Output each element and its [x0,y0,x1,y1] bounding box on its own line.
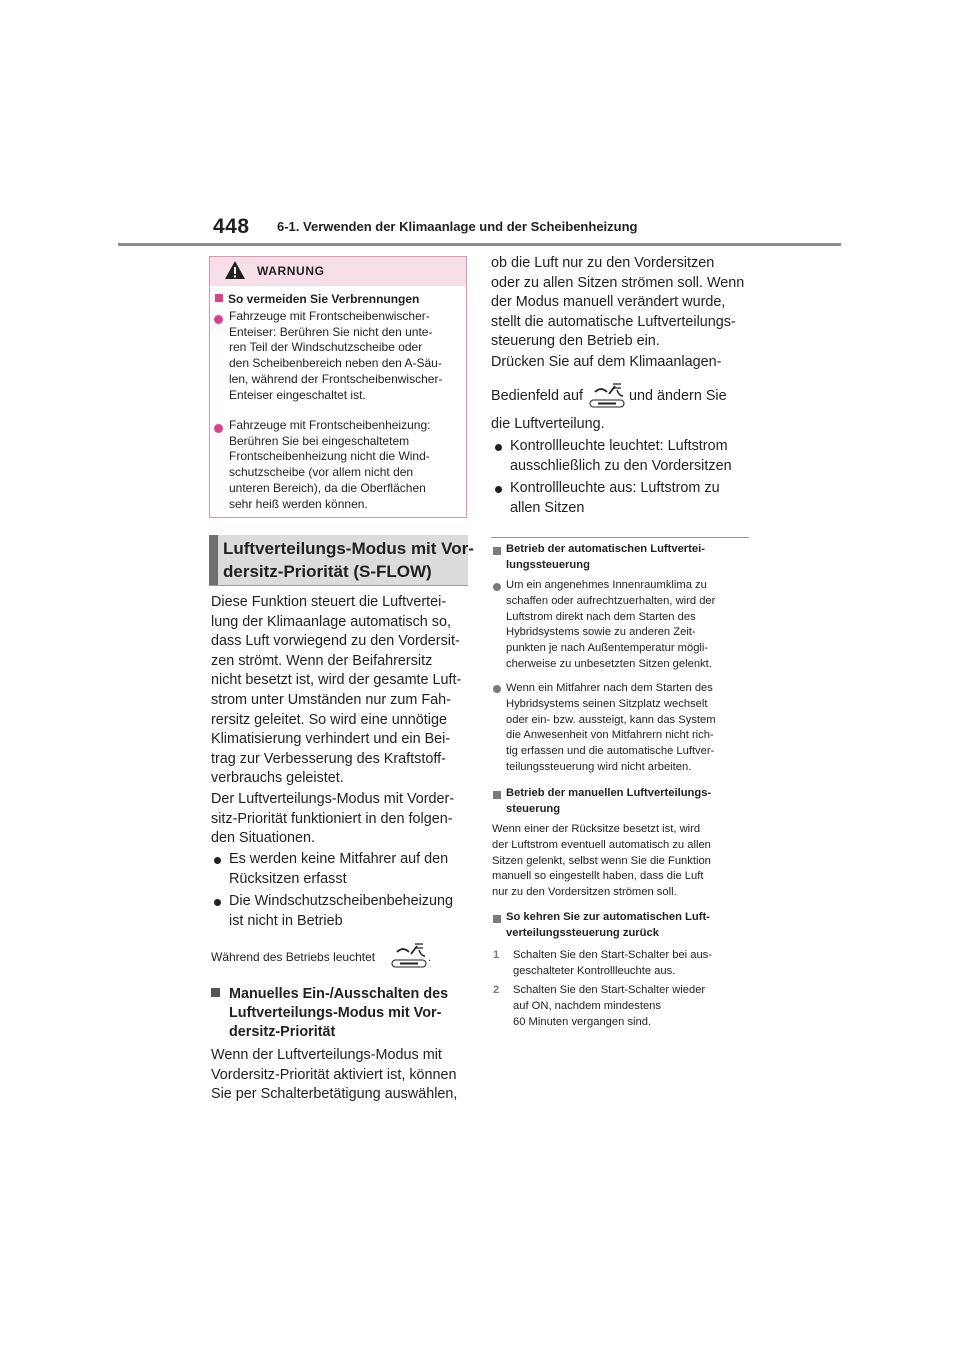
step-2-number: 2 [493,984,500,996]
right-paragraph-2c: die Luftverteilung. [491,416,605,432]
note1-item-2: Wenn ein Mitfahrer nach dem Starten des Hybridsystems seinen Sitzplatz wechselt oder ein- bzw. aussteigt, kann das System die Anwesenheit von Mitfahrern nicht rich- tig erfassen und die automatische Luftver- teilungssteuerung wird nicht arbeiten. [506,682,716,773]
bullet-dot-icon [214,315,223,324]
left-paragraph-2: Der Luftverteilungs-Modus mit Vorder- sitz-Priorität funktioniert in den folgen- den Situationen. [211,791,455,847]
left-bullet-1: Es werden keine Mitfahrer auf den Rücksitzen erfasst [229,851,449,887]
step-2: Schalten Sie den Start-Schalter wieder auf ON, nachdem mindestens 60 Minuten vergangen sind. [513,984,706,1028]
step-1-number: 1 [493,949,500,961]
note2-text: Wenn einer der Rücksitze besetzt ist, wird der Luftstrom eventuell automatisch zu allen Sitzen gelenkt, selbst wenn Sie die Funktion manuell so eingestellt haben, dass die Luft nur zu den Vordersitzen strömen soll. [492,823,711,899]
page-number: 448 [213,215,250,238]
square-bullet-icon [215,294,223,302]
right-bullet-2: Kontrollleuchte aus: Luftstrom zu allen Sitzen [510,480,720,516]
right-paragraph-2a: Drücken Sie auf dem Klimaanlagen- [491,354,722,370]
left-paragraph-3: Wenn der Luftverteilungs-Modus mit Vordersitz-Priorität aktiviert ist, können Sie per Schalterbetätigung auswählen, [211,1047,458,1103]
bullet-dot-icon [495,444,502,451]
notes-rule [491,537,749,538]
square-bullet-icon [211,988,220,997]
bullet-dot-icon [493,685,501,693]
square-bullet-icon [493,791,501,799]
warning-subtitle-text: So vermeiden Sie Verbrennungen [228,292,420,306]
note1-title: Betrieb der automatischen Luftvertei- lungssteuerung [506,543,705,571]
note1-item-1: Um ein angenehmes Innenraumklima zu schaffen oder aufrechtzuerhalten, wird der Luftstrom direkt nach dem Starten des Hybridsystems sowie zu anderen Zeit- punkten je nach Außentemperatur mögli- cherweise zu unbesetzten Sitzen gelenkt. [506,579,716,670]
bullet-dot-icon [495,486,502,493]
header-rule [118,243,841,246]
bullet-dot-icon [214,857,221,864]
bullet-dot-icon [214,899,221,906]
warning-triangle-icon [224,260,246,280]
s-flow-button-icon [389,940,432,970]
right-paragraph-1: ob die Luft nur zu den Vordersitzen oder zu allen Sitzen strömen soll. Wenn der Modus manuell verändert wurde, stellt die automatische Luftverteilungs- steuerung den Betrieb ein. [491,255,745,350]
operation-note: Während des Betriebs leuchtet [211,950,376,964]
square-bullet-icon [493,547,501,555]
right-paragraph-2b-end: und ändern Sie [629,388,727,404]
note3-title: So kehren Sie zur automatischen Luft- verteilungssteuerung zurück [506,911,710,939]
section-heading-rule [209,585,468,586]
section-heading-accent [209,535,218,585]
section-title: 6-1. Verwenden der Klimaanlage und der Scheibenheizung [277,219,638,234]
manual-subheading-text: Manuelles Ein-/Ausschalten des Luftverteilungs-Modus mit Vor- dersitz-Priorität [229,986,449,1040]
warning-item-1: Fahrzeuge mit Frontscheibenwischer- Enteiser: Berühren Sie nicht den unte- ren Teil der Windschutzscheibe oder den Scheibenbereich neben den A-Säu- len, während der Frontscheibenwischer- Enteiser eingeschaltet ist. [229,309,443,402]
step-1: Schalten Sie den Start-Schalter bei aus- geschalteter Kontrollleuchte aus. [513,949,712,977]
square-bullet-icon [493,915,501,923]
right-paragraph-2b: Bedienfeld auf [491,388,584,404]
warning-subtitle [215,292,419,306]
manual-subheading [211,985,225,1004]
operation-note-end: . [428,950,432,964]
s-flow-button-icon [587,380,627,410]
right-bullet-1: Kontrollleuchte leuchtet: Luftstrom ausschließlich zu den Vordersitzen [510,438,732,474]
bullet-dot-icon [214,424,223,433]
left-paragraph-1: Diese Funktion steuert die Luftvertei- lung der Klimaanlage automatisch so, dass Luft vorwiegend zu den Vordersit- zen strömt. Wenn der Beifahrersitz nicht besetzt ist, wird der gesamte Luft- strom unter Umständen nur zum Fah- rersitz geleitet. So wird eine unnötige Klimatisierung verhindert und ein Bei- trag zur Verbesserung des Kraftstoff- verbrauchs geleistet. [211,594,462,787]
warning-title: WARNUNG [257,264,325,278]
bullet-dot-icon [493,583,501,591]
section-heading: Luftverteilungs-Modus mit Vor- dersitz-Priorität (S-FLOW) [223,539,474,581]
note2-title: Betrieb der manuellen Luftverteilungs- steuerung [506,787,712,815]
warning-header [210,257,466,286]
left-bullet-2: Die Windschutzscheibenbeheizung ist nicht in Betrieb [229,893,453,929]
warning-item-2: Fahrzeuge mit Frontscheibenheizung: Berühren Sie bei eingeschaltetem Frontscheibenheizung nicht die Wind- schutzscheibe (vor allem nicht den unteren Bereich), da die Oberflächen sehr heiß werden können. [229,418,431,511]
